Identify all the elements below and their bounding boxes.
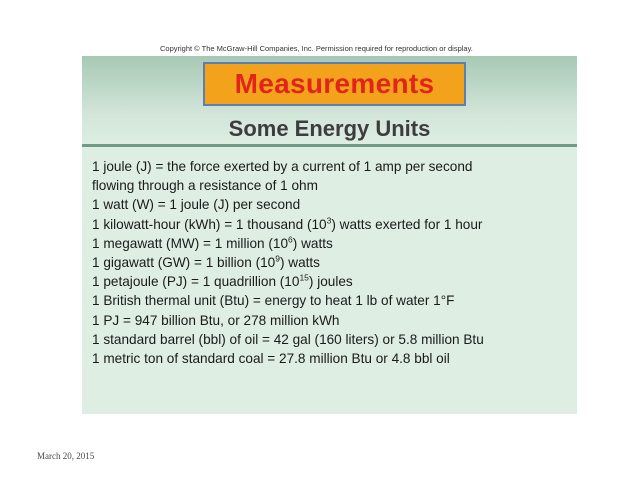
figure-title: Some Energy Units xyxy=(228,116,431,141)
copyright-notice: Copyright © The McGraw-Hill Companies, Inc. Permission required for reproduction or display. xyxy=(160,44,473,53)
unit-line-btu: 1 British thermal unit (Btu) = energy to heat 1 lb of water 1°F xyxy=(92,293,455,309)
unit-line-megawatt: 1 megawatt (MW) = 1 million $(10^6)$ watts xyxy=(92,234,333,251)
unit-line-joule: 1 joule (J) = the force exerted by a current of 1 amp per second xyxy=(92,159,473,174)
unit-line-barrel-oil: 1 standard barrel (bbl) of oil = 42 gal (160 liters) or 5.8 million Btu xyxy=(92,331,484,347)
unit-line-metric-ton-coal: 1 metric ton of standard coal = 27.8 million Btu or 4.8 bbl oil xyxy=(92,351,450,367)
exponent: 3 xyxy=(326,215,332,226)
unit-line-kilowatt-hour: 1 kilowatt-hour (kWh) = 1 thousand $(10^3)$ watts exerted for 1 hour xyxy=(92,215,483,232)
footer-date: March 20, 2015 xyxy=(37,451,95,461)
unit-line-joule-continued: flowing through a resistance of 1 ohm xyxy=(92,178,318,194)
unit-line-pj-conversion: 1 PJ = 947 billion Btu, or 278 million kWh xyxy=(92,312,340,328)
exponent: 9 xyxy=(275,253,280,264)
slide-title: Measurements xyxy=(234,68,435,99)
figure-header-rule xyxy=(82,144,577,147)
unit-line-petajoule: 1 petajoule (PJ) = 1 quadrillion $(10^{15})$ joules xyxy=(92,272,353,290)
exponent: 6 xyxy=(288,234,293,245)
slide-title-box xyxy=(203,62,466,106)
unit-line-watt: 1 watt (W) = 1 joule (J) per second xyxy=(92,197,301,213)
exponent: 15 xyxy=(299,272,309,283)
unit-line-gigawatt: 1 gigawatt (GW) = 1 billion $(10^9)$ watts xyxy=(92,253,320,271)
energy-units-list xyxy=(92,157,484,368)
